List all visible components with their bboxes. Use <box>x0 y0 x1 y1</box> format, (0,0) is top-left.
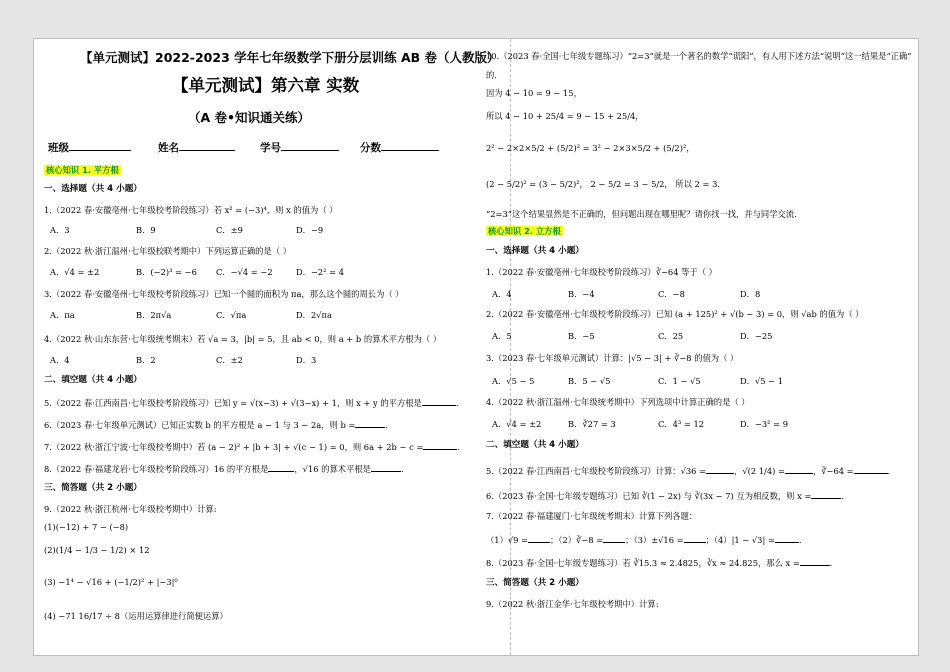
question-text: 8.（2022 春·福建龙岩·七年级校考阶段练习）16 的平方根是 <box>44 464 269 474</box>
info-field-id <box>260 141 339 154</box>
answer-blank[interactable] <box>603 533 625 543</box>
option-d: D．√5 − 1 <box>740 376 784 386</box>
question-7: 7.（2022 秋·浙江宁波·七年级校考期中）若 (a − 2)² + |b + 3| + √(c − 1) = 0，则 6a + 2b − c = . <box>44 442 460 452</box>
proof-line-4: (2 − 5/2)² = (3 − 5/2)²， 2 − 5/2 = 3 − 5/2， 所以 2 = 3． <box>486 179 726 189</box>
option-a: A．3 <box>50 225 70 235</box>
option-a: A．5 <box>492 331 512 341</box>
question-r4: 4.（2022 秋·浙江温州·七年级统考期中）下列选项中计算正确的是（ ） <box>486 397 750 407</box>
question-text: ；（4）|1 − √3| = <box>705 535 775 545</box>
option-b: B．−5 <box>568 331 595 341</box>
answer-blank[interactable] <box>528 533 550 543</box>
question-r1: 1.（2022 春·安徽亳州·七年级校考阶段练习）∛−64 等于（ ） <box>486 267 717 277</box>
worksheet-header: 【单元测试】2022-2023 学年七年级数学下册分层训练 AB 卷（人教版） <box>80 50 500 65</box>
question-text: ；（2）∛−8 = <box>550 535 604 545</box>
option-d: D．−2² = 4 <box>296 267 345 277</box>
proof-line-2: 所以 4 − 10 + 25/4 = 9 − 15 + 25/4， <box>486 111 644 121</box>
section-heading-choice: 一、选择题（共 4 小题） <box>486 246 584 256</box>
option-a: A．√5 − 5 <box>492 376 535 386</box>
question-2: 2.（2022 秋·浙江温州·七年级校联考期中）下列运算正确的是（ ） <box>44 246 292 256</box>
question-r8: 8.（2023 春·全国·七年级专题练习）若 ∛15.3 ≈ 2.4825，∛x ≈ 24.825，那么 x = . <box>486 558 833 568</box>
sub-question-4: (4) −71 16/17 ÷ 8（运用运算律进行简便运算） <box>44 611 228 621</box>
question-text: ，√16 的算术平根是 <box>294 464 371 474</box>
knowledge-heading-2 <box>486 226 563 237</box>
option-b: B．∛27 = 3 <box>568 419 616 429</box>
question-r7-parts: （1）√9 = ；（2）∛−8 = ；（3）±√16 = ；（4）|1 − √3| = . <box>486 535 802 545</box>
question-text: （1）√9 = <box>486 535 529 545</box>
sub-question-2: (2)(1/4 − 1/3 − 1/2) × 12 <box>44 545 150 555</box>
option-b: B．9 <box>136 225 156 235</box>
option-d: D．−3² = 9 <box>740 419 789 429</box>
document-page <box>33 38 919 656</box>
worksheet-title: 【单元测试】第六章 实数 <box>172 76 360 95</box>
question-4: 4.（2022 秋·山东东营·七年级统考期末）若 √a = 3，|b| = 5，且 ab < 0，则 a + b 的算术平方根为（ ） <box>44 334 442 344</box>
option-c: C．−8 <box>658 289 685 299</box>
question-3: 3.（2022 春·安徽亳州·七年级校考阶段练习）已知一个圆的面积为 πa，那么这个圆的周长为（ ） <box>44 289 404 299</box>
question-5: 5.（2022 春·江西南昌·七年级校考阶段练习）已知 y = √(x−3) + √(3−x) + 1，则 x + y 的平方根是 . <box>44 398 459 408</box>
info-label: 班级 <box>48 142 69 154</box>
knowledge-heading-1 <box>44 165 121 176</box>
info-label: 姓名 <box>158 142 179 154</box>
option-d: D．8 <box>740 289 761 299</box>
sub-question-3: (3) −1⁴ − √16 + (−1/2)² + |−3|⁰ <box>44 577 178 587</box>
info-field-name <box>158 141 235 154</box>
proof-line-5: “2=3”这个结果显然是不正确的，但问题出现在哪里呢？请你找一找，并与同学交流. <box>486 209 797 219</box>
section-heading-fill: 二、填空题（共 4 小题） <box>486 440 584 450</box>
question-text: 8.（2023 春·全国·七年级专题练习）若 ∛15.3 ≈ 2.4825，∛x ≈ 24.825，那么 x = <box>486 558 800 568</box>
answer-blank[interactable] <box>775 533 799 543</box>
highlight-text: 核心知识 1. 平方根 <box>46 165 119 175</box>
option-c: C．√πa <box>216 310 247 320</box>
option-b: B．−4 <box>568 289 595 299</box>
section-heading-short: 三、简答题（共 2 小题） <box>486 578 584 588</box>
question-text: 5.（2022 春·江西南昌·七年级校考阶段练习）已知 y = √(x−3) + √(3−x) + 1，则 x + y 的平方根是 <box>44 398 422 408</box>
section-heading-choice: 一、选择题（共 4 小题） <box>44 184 142 194</box>
info-field-class <box>48 141 131 154</box>
option-a: A．4 <box>50 355 70 365</box>
info-blank <box>381 141 439 151</box>
question-text: 7.（2022 秋·浙江宁波·七年级校考期中）若 (a − 2)² + |b + 3| + √(c − 1) = 0，则 6a + 2b − c = <box>44 442 424 452</box>
option-a: A．√4 = ±2 <box>492 419 542 429</box>
question-6: 6.（2023 春·七年级单元测试）已知正实数 b 的平方根是 a − 1 与 3 − 2a，则 b = . <box>44 420 388 430</box>
info-blank <box>69 141 131 151</box>
question-r5: 5.（2022 春·江西南昌·七年级校考阶段练习）计算：√36 = ，√(2 1/4) = ，∛−64 = . <box>486 466 891 476</box>
question-9: 9.（2022 秋·浙江杭州·七年级校考期中）计算: <box>44 504 217 514</box>
answer-blank[interactable] <box>684 533 706 543</box>
option-c: C．4³ = 12 <box>658 419 705 429</box>
question-text: 5.（2022 春·江西南昌·七年级校考阶段练习）计算：√36 = <box>486 466 707 476</box>
question-r9: 9.（2022 秋·浙江金华·七年级校考期中）计算: <box>486 599 659 609</box>
option-d: D．−25 <box>740 331 773 341</box>
option-a: A．4 <box>492 289 512 299</box>
answer-blank[interactable] <box>800 556 830 566</box>
option-c: C．±2 <box>216 355 243 365</box>
option-a: A．√4 = ±2 <box>50 267 100 277</box>
highlight-text: 核心知识 2. 立方根 <box>488 226 561 236</box>
answer-blank[interactable] <box>355 418 385 428</box>
question-8: 8.（2022 春·福建龙岩·七年级校考阶段练习）16 的平方根是 ，√16 的算术平根是 . <box>44 464 404 474</box>
question-text: ；（3）±√16 = <box>625 535 684 545</box>
question-text: ，√(2 1/4) = <box>734 466 785 476</box>
option-c: C．25 <box>658 331 684 341</box>
option-c: C．±9 <box>216 225 243 235</box>
info-field-score <box>360 141 439 154</box>
worksheet-subtitle: （A 卷•知识通关练） <box>188 110 311 125</box>
option-a: A．πa <box>50 310 75 320</box>
sub-question-1: (1)(−12) + 7 − (−8) <box>44 522 129 532</box>
answer-blank[interactable] <box>371 462 401 472</box>
question-r7: 7.（2022 春·福建厦门·七年级统考期末）计算下列各题： <box>486 511 698 521</box>
question-r6: 6.（2023 春·全国·七年级专题练习）已知 ∛(1 − 2x) 与 ∛(3x − 7) 互为相反数，则 x = . <box>486 491 845 501</box>
question-r2: 2.（2022 春·安徽亳州·七年级校考阶段练习）已知 (a + 125)² + √(b − 3) = 0，则 √ab 的值为（ ） <box>486 309 864 319</box>
proof-line-3: 2² − 2×2×5/2 + (5/2)² = 3² − 2×3×5/2 + (5/2)²， <box>486 143 695 153</box>
answer-blank[interactable] <box>422 396 456 406</box>
option-b: B．2 <box>136 355 156 365</box>
option-d: D．−9 <box>296 225 324 235</box>
answer-blank[interactable] <box>854 464 888 474</box>
info-blank <box>179 141 235 151</box>
option-d: D．2√πa <box>296 310 332 320</box>
answer-blank[interactable] <box>706 464 734 474</box>
option-c: C．−√4 = −2 <box>216 267 273 277</box>
question-text: 6.（2023 春·七年级单元测试）已知正实数 b 的平方根是 a − 1 与 3 − 2a，则 b = <box>44 420 356 430</box>
info-blank <box>281 141 339 151</box>
question-1: 1.（2022 春·安徽亳州·七年级校考阶段练习）若 x² = (−3)⁴，则 x 的值为（ ） <box>44 205 338 215</box>
answer-blank[interactable] <box>785 464 813 474</box>
proof-line-1: 因为 4 − 10 = 9 − 15， <box>486 88 582 98</box>
option-b: B．5 − √5 <box>568 376 611 386</box>
section-heading-fill: 二、填空题（共 4 小题） <box>44 375 142 385</box>
option-b: B．2π√a <box>136 310 172 320</box>
option-c: C．1 − √5 <box>658 376 701 386</box>
info-label: 分数 <box>360 142 381 154</box>
answer-blank[interactable] <box>811 489 841 499</box>
option-b: B．(−2)³ = −6 <box>136 267 197 277</box>
question-r3: 3.（2023 春·七年级单元测试）计算：|√5 − 3| + ∛−8 的值为（ ） <box>486 353 739 363</box>
answer-blank[interactable] <box>268 462 294 472</box>
info-label: 学号 <box>260 142 281 154</box>
answer-blank[interactable] <box>423 440 457 450</box>
question-10-cont: 的. <box>486 70 497 80</box>
question-text: ，∛−64 = <box>812 466 854 476</box>
section-heading-short: 三、简答题（共 2 小题） <box>44 483 142 493</box>
question-text: 6.（2023 春·全国·七年级专题练习）已知 ∛(1 − 2x) 与 ∛(3x − 7) 互为相反数，则 x = <box>486 491 812 501</box>
option-d: D．3 <box>296 355 317 365</box>
question-10: 10.（2023 春·全国·七年级专题练习）“2=3”就是一个著名的数学“谎阳”，有人用下述方法“说明”这一结果是“正确” <box>486 51 912 61</box>
